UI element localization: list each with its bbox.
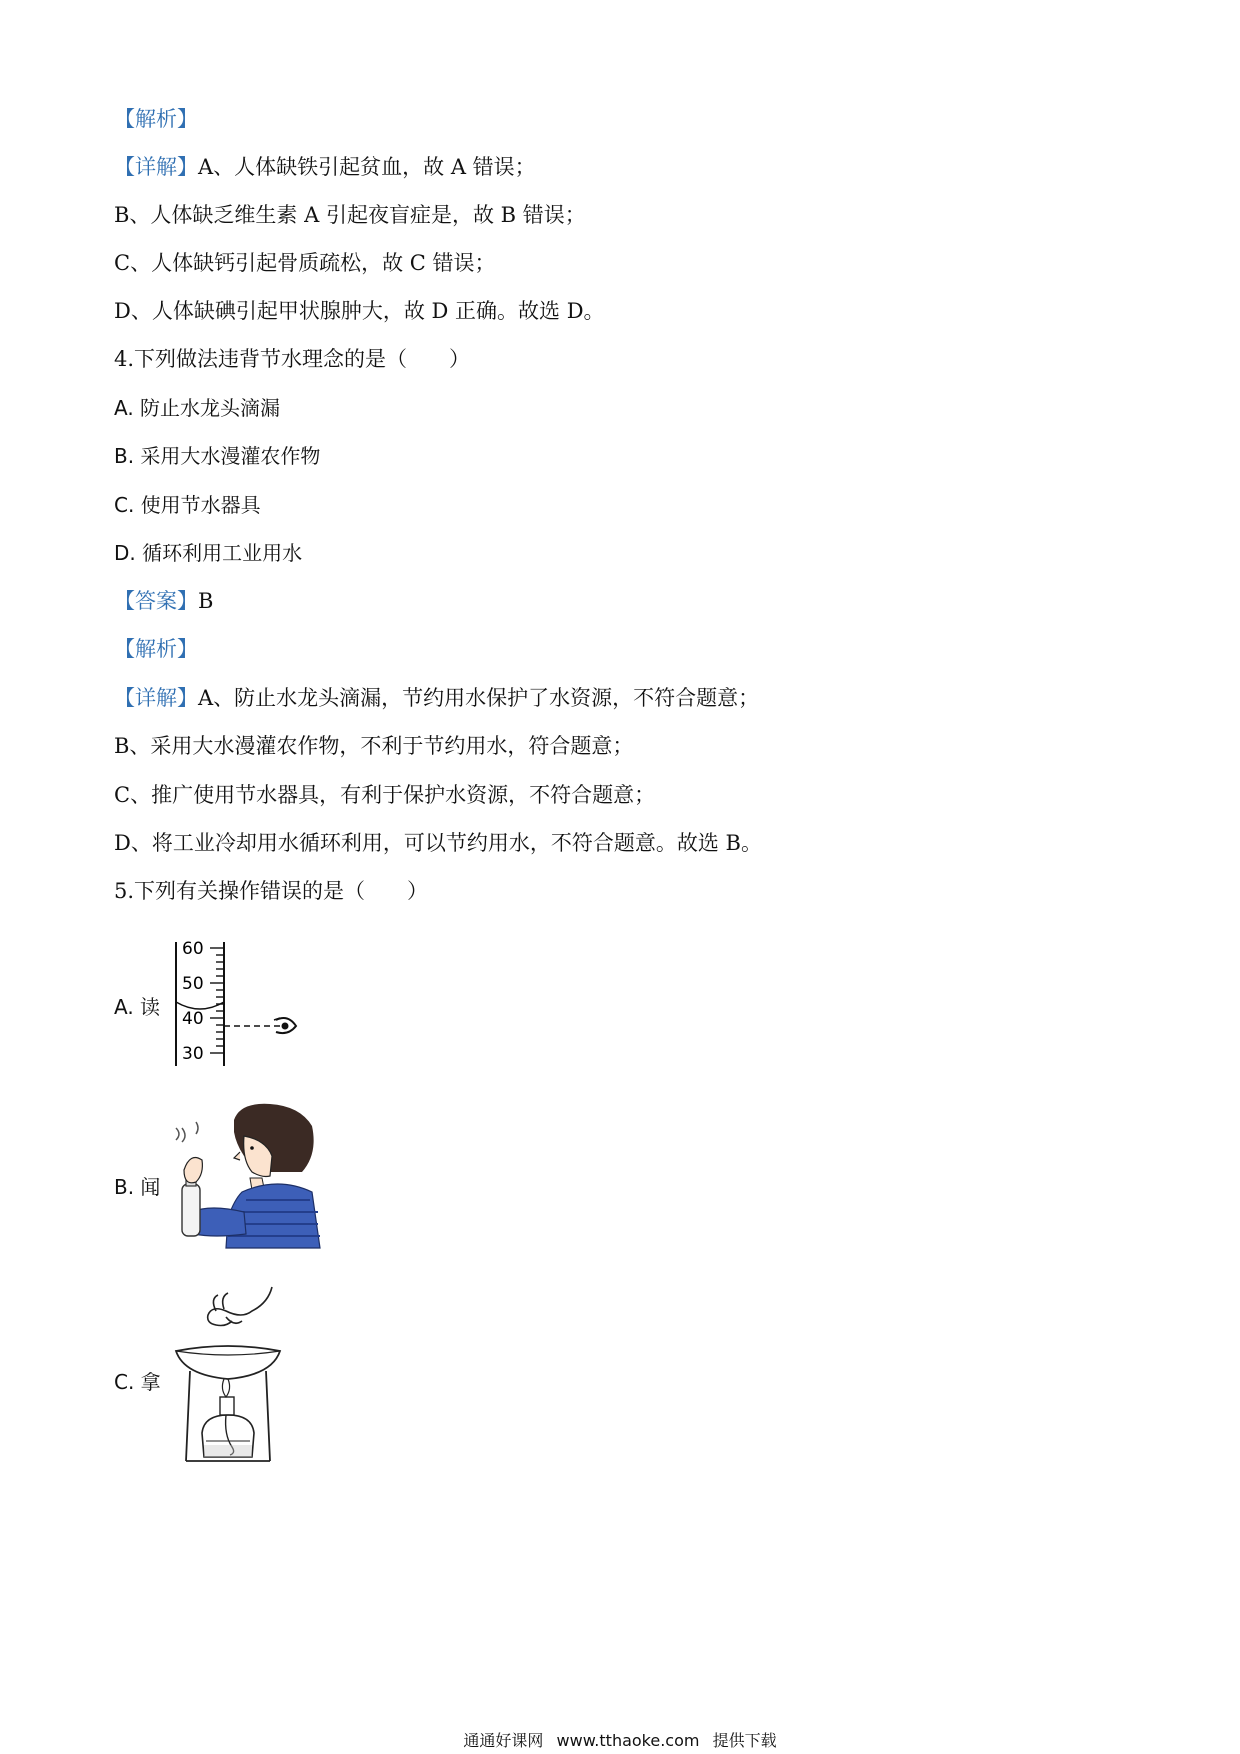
q3-detail-d: D、人体缺碘引起甲状腺肿大，故 D 正确。故选 D。 (114, 299, 605, 323)
q5-option-b: B. 闻 (114, 1175, 161, 1199)
footer-download: 提供下载 (712, 1731, 777, 1750)
q5-option-a: A. 读 (114, 995, 161, 1019)
q4-option-c: C. 使用节水器具 (114, 493, 261, 517)
q4-detail-b: B、采用大水漫灌农作物，不利于节约用水，符合题意； (114, 734, 634, 758)
q4-answer: 【答案】B (114, 589, 214, 613)
tick-label-30: 30 (182, 1044, 204, 1064)
footer-url[interactable]: www.tthaoke.com (556, 1731, 700, 1750)
hand-icon (208, 1287, 272, 1326)
q5-option-c: C. 拿 (114, 1370, 161, 1394)
graduated-cylinder-figure (170, 936, 310, 1072)
evaporating-dish-heating-figure (172, 1285, 282, 1470)
q3-detail-b: B、人体缺乏维生素 A 引起夜盲症是，故 B 错误； (114, 203, 586, 227)
q4-detail-d: D、将工业冷却用水循环利用，可以节约用水，不符合题意。故选 B。 (114, 831, 762, 855)
tick-label-60: 60 (182, 939, 204, 959)
page-footer (0, 1728, 1240, 1751)
q4-option-a: A. 防止水龙头滴漏 (114, 396, 281, 420)
flame (222, 1379, 229, 1397)
q4-option-d: D. 循环利用工业用水 (114, 541, 303, 565)
fume-wisps (176, 1122, 198, 1142)
q4-analysis-tag: 【解析】 (114, 637, 198, 661)
q4-detail-a: 【详解】A、防止水龙头滴漏，节约用水保护了水资源，不符合题意； (114, 686, 760, 710)
footer-site-name: 通通好课网 (463, 1731, 544, 1750)
smelling-student-figure (170, 1100, 330, 1252)
tick-label-50: 50 (182, 974, 204, 994)
q4-detail-c: C、推广使用节水器具，有利于保护水资源，不符合题意； (114, 783, 656, 807)
evaporating-dish (176, 1346, 280, 1379)
q3-detail-c: C、人体缺钙引起骨质疏松，故 C 错误； (114, 251, 496, 275)
hand-icon (184, 1158, 202, 1183)
q4-question: 4.下列做法违背节水理念的是（ ） (114, 347, 471, 371)
q4-option-b: B. 采用大水漫灌农作物 (114, 444, 321, 468)
tick-label-40: 40 (182, 1009, 204, 1029)
bottle-icon (182, 1184, 200, 1236)
q3-analysis-tag: 【解析】 (114, 107, 198, 131)
q3-detail-a: 【详解】A、人体缺铁引起贫血，故 A 错误； (114, 155, 536, 179)
q5-question: 5.下列有关操作错误的是（ ） (114, 879, 429, 903)
